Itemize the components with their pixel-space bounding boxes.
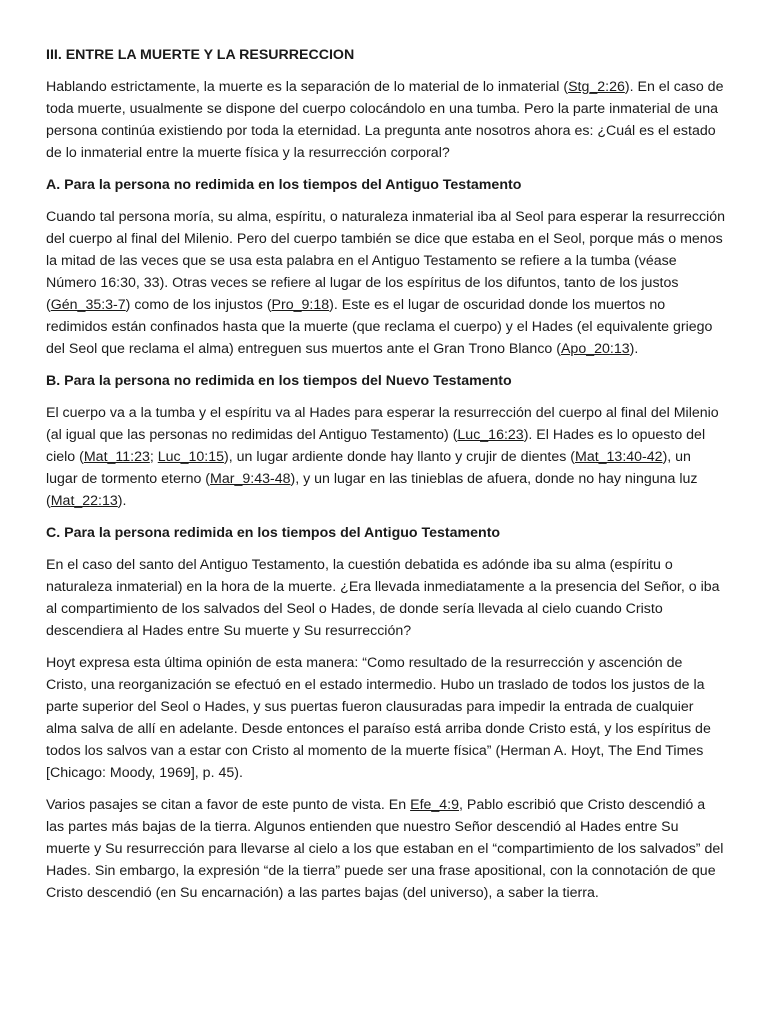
paragraph-text: , Pablo escribió que Cristo descendió a las partes más bajas de la tierra. Algunos entienden que nuestro Señor descendió al Hades entre Su muerte y Su resurrección para llevarse al cielo a los que estaban en el “compartimiento de los salvados” del Hades. Sin embargo, la expresión “de la tierra” puede ser una frase apositional, con la connotación de que Cristo descendió (en Su encarnación) a las partes bajas (del universo), a saber la tierra. bbox=[46, 797, 724, 901]
scripture-reference-link[interactable]: Mat_11:23 bbox=[83, 449, 150, 465]
scripture-reference-link[interactable]: Mat_13:40-42 bbox=[575, 449, 663, 465]
scripture-reference-link[interactable]: Mar_9:43-48 bbox=[210, 471, 291, 487]
section-heading-iii: III. ENTRE LA MUERTE Y LA RESURRECCION bbox=[46, 47, 355, 63]
paragraph-efe bbox=[46, 794, 726, 904]
scripture-reference-link[interactable]: Pro_9:18 bbox=[271, 297, 330, 313]
paragraph-text: Hablando estrictamente, la muerte es la separación de lo material de lo inmaterial ( bbox=[46, 79, 569, 95]
document-page bbox=[46, 44, 726, 914]
scripture-reference-link[interactable]: Apo_20:13 bbox=[560, 341, 630, 357]
paragraph-text: ), un lugar de tormento eterno ( bbox=[46, 449, 691, 487]
subheading-a: A. Para la persona no redimida en los tiempos del Antiguo Testamento bbox=[46, 177, 522, 193]
scripture-reference-link[interactable]: Gén_35:3-7 bbox=[50, 297, 126, 313]
paragraph-text: ). bbox=[117, 493, 127, 509]
paragraph-text: ) como de los injustos ( bbox=[125, 297, 272, 313]
paragraph-text: En el caso del santo del Antiguo Testamento, la cuestión debatida es adónde iba su alma (espíritu o naturaleza inmaterial) en la hora de la muerte. ¿Era llevada inmediatamente a la presencia del Señor, o iba al compartimiento de los salvados del Seol o Hades, de donde sería llevada al cielo cuando Cristo descendiera al Hades entre Su muerte y Su resurrección? bbox=[46, 557, 720, 639]
scripture-reference-link[interactable]: Mat_22:13 bbox=[50, 493, 118, 509]
subheading-c: C. Para la persona redimida en los tiempos del Antiguo Testamento bbox=[46, 525, 501, 541]
paragraph-text: ). bbox=[629, 341, 639, 357]
paragraph-text: ; bbox=[149, 449, 158, 465]
paragraph-a bbox=[46, 206, 726, 360]
paragraph-text: El cuerpo va a la tumba y el espíritu va al Hades para esperar la resurrección del cuerpo al final del Milenio (al igual que las personas no redimidas del Antiguo Testamento) ( bbox=[46, 405, 719, 443]
paragraph-text: ), un lugar ardiente donde hay llanto y crujir de dientes ( bbox=[224, 449, 575, 465]
scripture-reference-link[interactable]: Luc_10:15 bbox=[157, 449, 225, 465]
paragraph-text: ). El Hades es lo opuesto del cielo ( bbox=[46, 427, 706, 465]
paragraph-text: Hoyt expresa esta última opinión de esta manera: “Como resultado de la resurrección y ascención de Cristo, una reorganización se efectuó en el estado intermedio. Hubo un traslado de todos los justos de la parte superior del Seol o Hades, y sus puertas fueron clausuradas para impedir la entrada de cualquier alma salva de allí en adelante. Desde entonces el paraíso está arriba donde Cristo está, y los espíritus de todos los salvos van a estar con Cristo al momento de la muerte física” (Herman A. Hoyt, The End Times [Chicago: Moody, 1969], p. 45). bbox=[46, 655, 711, 781]
paragraph-text: ). En el caso de toda muerte, usualmente se dispone del cuerpo colocándolo en una tumba. Pero la parte inmaterial de una persona continúa existiendo por toda la eternidad. La pregunta ante nosotros ahora es: ¿Cuál es el estado de lo inmaterial entre la muerte física y la resurrección corporal? bbox=[46, 79, 724, 161]
intro-paragraph bbox=[46, 76, 726, 164]
paragraph-text: ). Este es el lugar de oscuridad donde los muertos no redimidos están confinados hasta que la muerte (que reclama el cuerpo) y el Hades (el equivalente griego del Seol que reclama el alma) entreguen sus muertos ante el Gran Trono Blanco ( bbox=[46, 297, 713, 357]
paragraph-hoyt bbox=[46, 652, 726, 784]
paragraph-text: Cuando tal persona moría, su alma, espíritu, o naturaleza inmaterial iba al Seol para esperar la resurrección del cuerpo al final del Milenio. Pero del cuerpo también se dice que estaba en el Seol, porque más o menos la mitad de las veces que se usa esta palabra en el Antiguo Testamento se refiere a la tumba (véase Número 16:30, 33). Otras veces se refiere al lugar de los espíritus de los difuntos, tanto de los justos ( bbox=[46, 209, 725, 313]
subheading-b: B. Para la persona no redimida en los tiempos del Nuevo Testamento bbox=[46, 373, 512, 389]
paragraph-text: Varios pasajes se citan a favor de este punto de vista. En bbox=[46, 797, 411, 813]
scripture-reference-link[interactable]: Stg_2:26 bbox=[568, 79, 625, 95]
paragraph-text: ), y un lugar en las tinieblas de afuera, donde no hay ninguna luz ( bbox=[46, 471, 698, 509]
scripture-reference-link[interactable]: Luc_16:23 bbox=[457, 427, 524, 443]
paragraph-c bbox=[46, 554, 726, 642]
scripture-reference-link[interactable]: Efe_4:9 bbox=[410, 797, 460, 813]
paragraph-b bbox=[46, 402, 726, 512]
